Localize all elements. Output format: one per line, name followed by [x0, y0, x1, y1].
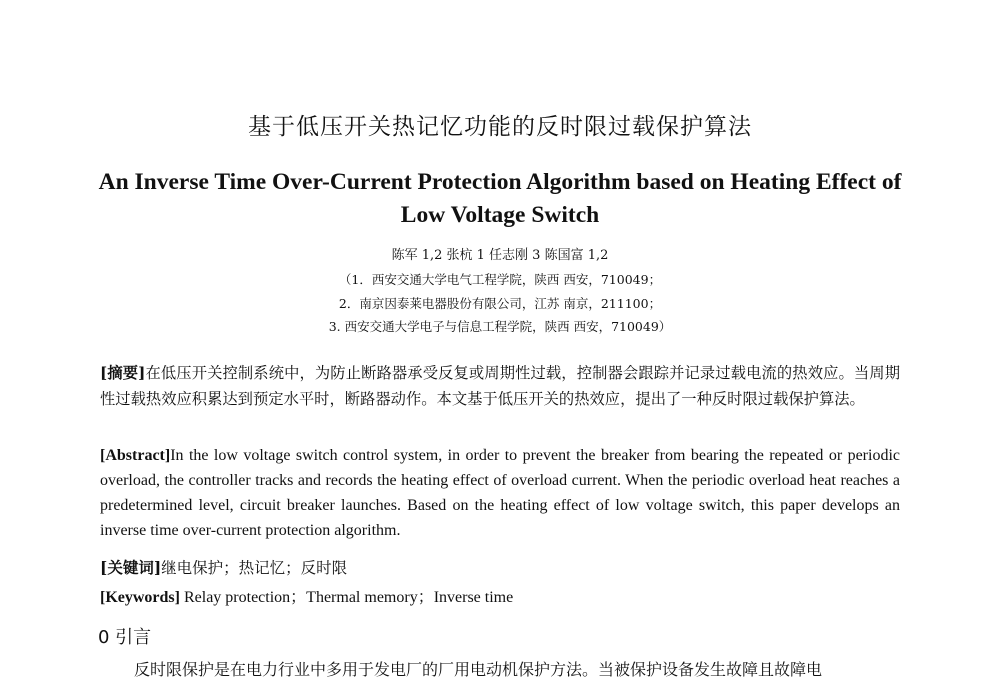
abstract-cn-text: 在低压开关控制系统中，为防止断路器承受反复或周期性过载，控制器会跟踪并记录过载电流的热效应。当周期性过载热效应积累达到预定水平时，断路器动作。本文基于低压开关的热效应，提出了一种反时限过载保护算法。	[100, 364, 900, 408]
abstract-en	[100, 443, 900, 543]
section-heading: 0 引言	[98, 627, 152, 648]
affiliation-2: 2．南京因泰莱电器股份有限公司，江苏 南京，211100；	[338, 296, 662, 311]
english-title: An Inverse Time Over-Current Protection Algorithm based on Heating Effect of Low Voltage Switch	[98, 169, 902, 228]
affiliation-1: （1．西安交通大学电气工程学院，陕西 西安，710049；	[338, 272, 662, 287]
abstract-en-label: [Abstract]	[100, 447, 171, 464]
keywords-cn	[100, 556, 900, 578]
keywords-en	[100, 584, 900, 607]
keywords-en-text: Relay protection；Thermal memory；Inverse time	[179, 589, 514, 606]
abstract-cn	[100, 360, 900, 412]
chinese-title: 基于低压开关热记忆功能的反时限过载保护算法	[248, 114, 752, 140]
keywords-cn-label: [关键词]	[100, 558, 162, 577]
body-paragraph: 反时限保护是在电力行业中多用于发电厂的厂用电动机保护方法。当被保护设备发生故障且故障电	[134, 660, 823, 679]
keywords-cn-text: 继电保护；热记忆；反时限	[161, 559, 348, 577]
affiliation-3: 3. 西安交通大学电子与信息工程学院，陕西 西安，710049）	[328, 319, 672, 334]
abstract-cn-label: [摘要]	[100, 364, 146, 382]
abstract-en-text: In the low voltage switch control system, in order to prevent the breaker from bearing the repeated or periodic overload, the controller tracks and records the heating effect of overload current. When the periodic overload heat reaches a predetermined level, circuit breaker launches. Based on the heating effect of low voltage switch, this paper develops an inverse time over-current protection algorithm.	[100, 447, 900, 539]
keywords-en-label: [Keywords]	[100, 589, 180, 606]
author-list: 陈军 1,2 张杭 1 任志刚 3 陈国富 1,2	[391, 248, 609, 263]
